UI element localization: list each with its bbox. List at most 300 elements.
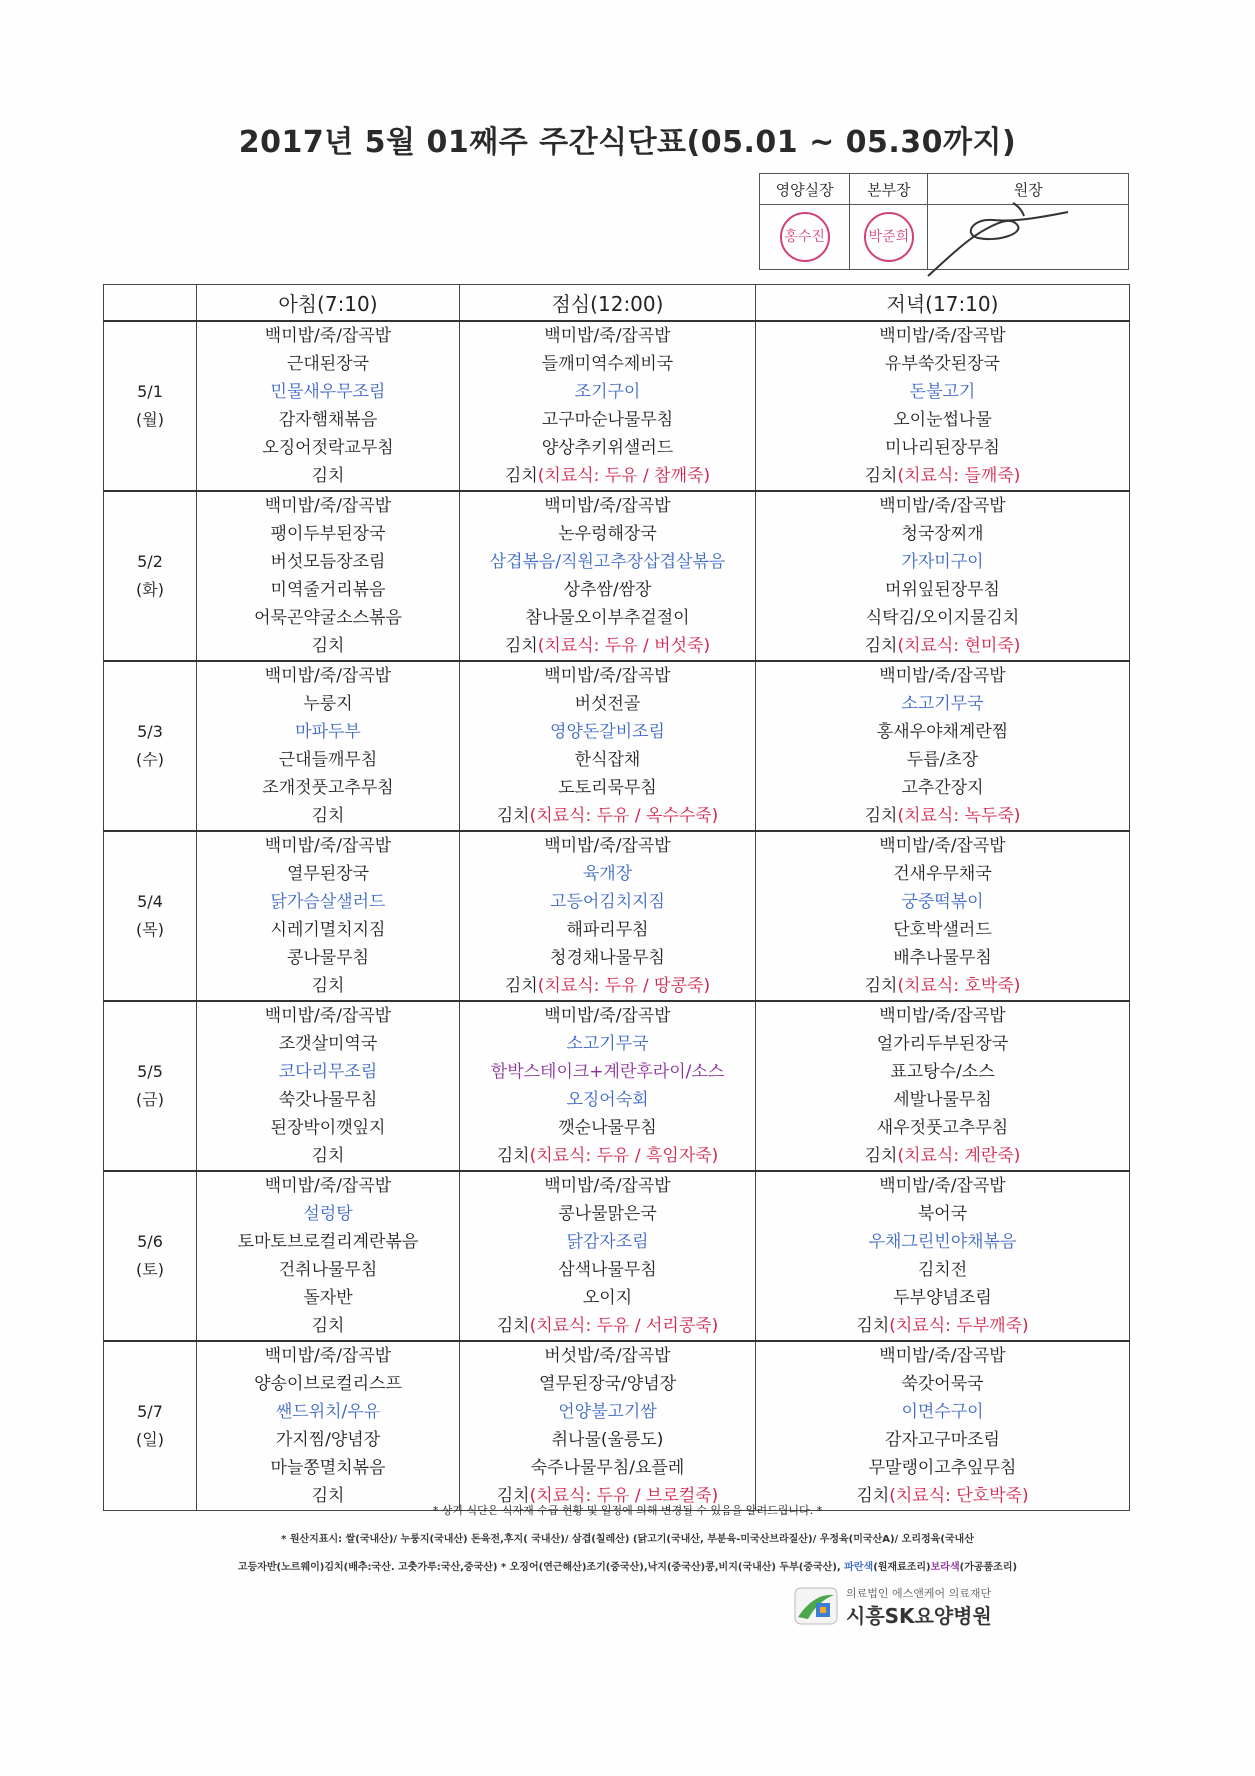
menu-item	[197, 1228, 459, 1256]
day-date: 5/1	[137, 382, 163, 401]
menu-item	[460, 1142, 755, 1170]
menu-item-label: 백미밥/죽/잡곡밥	[264, 496, 392, 516]
menu-item-label: 건취나물무침	[278, 1260, 378, 1280]
menu-item-label: 된장박이깻잎지	[270, 1118, 386, 1138]
menu-item	[197, 632, 459, 660]
menu-item-label: 유부쑥갓된장국	[885, 354, 1000, 374]
therapeutic-diet-note: (치료식: 두유 / 땅콩죽)	[537, 976, 711, 996]
lunch-cell	[460, 491, 756, 661]
menu-item-label: 김치	[504, 466, 538, 486]
therapeutic-diet-note: (치료식: 계란죽)	[897, 1146, 1021, 1166]
menu-item	[197, 832, 459, 860]
menu-item-label: 김치	[311, 636, 345, 656]
menu-item	[197, 1398, 459, 1426]
menu-item-label: 백미밥/죽/잡곡밥	[879, 666, 1006, 686]
menu-item-label: 소고기무국	[901, 694, 984, 714]
menu-item-label: 김치전	[917, 1260, 968, 1280]
menu-item-label: 단호박샐러드	[893, 920, 992, 940]
menu-item	[460, 1342, 755, 1370]
menu-item-label: 도토리묵무침	[558, 778, 657, 798]
menu-item-label: 언양불고기쌈	[558, 1402, 657, 1422]
menu-item-label: 쌘드위치/우유	[275, 1402, 381, 1422]
menu-item	[460, 520, 755, 548]
menu-item	[756, 916, 1129, 944]
lunch-cell	[460, 831, 756, 1001]
therapeutic-diet-note: (치료식: 단호박죽)	[889, 1486, 1029, 1506]
menu-item	[460, 1172, 755, 1200]
menu-item	[756, 1370, 1129, 1398]
menu-item-label: 미나리된장무침	[885, 438, 1000, 458]
day-weekday: (목)	[136, 920, 164, 939]
menu-item	[460, 1256, 755, 1284]
day-row	[104, 491, 1130, 661]
therapeutic-diet-note: (치료식: 현미죽)	[897, 636, 1021, 656]
menu-item-label: 들깨미역수제비국	[541, 354, 674, 374]
menu-item	[756, 746, 1129, 774]
menu-item	[460, 1454, 755, 1482]
origin-label-line1: * 원산지표시: 쌀(국내산)/ 누룽지(국내산) 돈육전,후지( 국내산)/ 삼겹(칠레산) (닭고기(국내산, 부분육-미국산브라질산)/ 우정육(미국산A)/ 오리정육(국내산	[281, 1534, 974, 1545]
dinner-cell	[756, 491, 1130, 661]
menu-item	[197, 1142, 459, 1170]
day-date: 5/5	[137, 1062, 163, 1081]
menu-item-label: 배추나물무침	[893, 948, 992, 968]
hospital-foundation: 의료법인 에스앤케어 의료재단	[846, 1587, 992, 1600]
menu-item	[197, 860, 459, 888]
seal-stamp-icon: 홍수진	[780, 212, 830, 262]
menu-item	[460, 1030, 755, 1058]
menu-item-label: 세발나물무침	[893, 1090, 992, 1110]
menu-item	[460, 632, 755, 660]
dinner-cell	[756, 1341, 1130, 1511]
menu-item-label: 김치	[864, 1146, 898, 1166]
menu-item	[197, 462, 459, 490]
menu-item-label: 식탁김/오이지물김치	[865, 608, 1020, 628]
menu-item-label: 해파리무침	[566, 920, 649, 940]
origin-legend-blue: 파란색	[844, 1562, 874, 1573]
menu-item-label: 취나물(울릉도)	[551, 1430, 664, 1450]
menu-item-label: 한식잡채	[574, 750, 641, 770]
lunch-header: 점심(12:00)	[460, 285, 756, 322]
menu-item	[756, 632, 1129, 660]
menu-item-label: 김치	[311, 806, 345, 826]
menu-item-label: 마파두부	[295, 722, 361, 742]
weekly-menu-table	[103, 284, 1130, 1511]
menu-item	[756, 1002, 1129, 1030]
day-date: 5/2	[137, 552, 163, 571]
therapeutic-diet-note: (치료식: 호박죽)	[897, 976, 1021, 996]
menu-item	[756, 492, 1129, 520]
menu-item-label: 양송이브로컬리스프	[254, 1374, 402, 1394]
menu-item-label: 궁중떡볶이	[901, 892, 984, 912]
dinner-cell	[756, 831, 1130, 1001]
menu-item	[460, 434, 755, 462]
menu-item-label: 백미밥/죽/잡곡밥	[264, 1006, 392, 1026]
day-column-header	[104, 285, 197, 322]
menu-item-label: 육개장	[582, 864, 633, 884]
menu-item-label: 김치	[496, 806, 530, 826]
day-row	[104, 831, 1130, 1001]
day-cell	[104, 831, 197, 1001]
menu-item	[460, 1200, 755, 1228]
menu-item-label: 오징어숙회	[566, 1090, 649, 1110]
menu-item	[756, 690, 1129, 718]
menu-item	[197, 604, 459, 632]
menu-item-label: 돌자반	[303, 1288, 353, 1308]
menu-item-label: 북어국	[917, 1204, 968, 1224]
menu-item-label: 어묵곤약굴소스볶음	[254, 608, 402, 628]
menu-item	[756, 1342, 1129, 1370]
menu-item-label: 백미밥/죽/잡곡밥	[544, 1176, 671, 1196]
day-date: 5/6	[137, 1232, 163, 1251]
menu-item-label: 건새우무채국	[893, 864, 992, 884]
menu-item	[197, 1086, 459, 1114]
change-notice: * 상기 식단은 식자재 수급 현황 및 일정에 의해 변경될 수 있음을 알려드립니다. *	[432, 1504, 823, 1517]
day-cell	[104, 1341, 197, 1511]
menu-item-label: 두릅/초장	[906, 750, 979, 770]
day-weekday: (금)	[136, 1090, 164, 1109]
menu-item-label: 미역줄거리볶음	[270, 580, 386, 600]
origin-legend-blue-desc: (원재료조리)	[873, 1562, 931, 1573]
menu-item	[460, 1086, 755, 1114]
menu-item-label: 김치	[856, 1316, 890, 1336]
menu-item-label: 백미밥/죽/잡곡밥	[879, 1006, 1006, 1026]
menu-item-label: 가자미구이	[901, 552, 984, 572]
menu-item	[756, 406, 1129, 434]
menu-item-label: 백미밥/죽/잡곡밥	[879, 1176, 1006, 1196]
menu-item-label: 김치	[496, 1486, 530, 1506]
menu-item-label: 김치	[311, 1486, 345, 1506]
menu-item-label: 백미밥/죽/잡곡밥	[879, 326, 1006, 346]
lunch-cell	[460, 1001, 756, 1171]
menu-item-label: 김치	[504, 636, 538, 656]
menu-item	[197, 520, 459, 548]
menu-item-label: 백미밥/죽/잡곡밥	[544, 326, 671, 346]
menu-item	[756, 888, 1129, 916]
menu-item	[756, 604, 1129, 632]
menu-item	[460, 492, 755, 520]
menu-item	[197, 434, 459, 462]
seal-stamp-icon: 박준희	[864, 212, 914, 262]
menu-item-label: 김치	[311, 976, 345, 996]
menu-item-label: 고추간장지	[901, 778, 984, 798]
menu-item-label: 조개젓풋고추무침	[262, 778, 394, 798]
menu-item-label: 김치	[864, 976, 898, 996]
menu-item	[197, 322, 459, 350]
menu-item	[197, 1312, 459, 1340]
hospital-logo-icon	[794, 1587, 838, 1625]
menu-item	[197, 1058, 459, 1086]
menu-item	[756, 1030, 1129, 1058]
day-weekday: (월)	[136, 410, 164, 429]
menu-item-label: 숙주나물무침/요플레	[530, 1458, 685, 1478]
menu-item	[197, 718, 459, 746]
menu-item	[460, 1398, 755, 1426]
menu-item-label: 두부양념조림	[893, 1288, 992, 1308]
menu-item-label: 김치	[311, 1316, 345, 1336]
menu-item-label: 깻순나물무침	[558, 1118, 657, 1138]
approval-box	[759, 173, 1129, 270]
menu-item	[756, 1398, 1129, 1426]
day-date: 5/3	[137, 722, 163, 741]
lunch-cell	[460, 661, 756, 831]
menu-item-label: 삼색나물무침	[558, 1260, 657, 1280]
therapeutic-diet-note: (치료식: 두유 / 버섯죽)	[537, 636, 711, 656]
day-cell	[104, 661, 197, 831]
menu-item-label: 백미밥/죽/잡곡밥	[879, 836, 1006, 856]
menu-item	[197, 1342, 459, 1370]
menu-item-label: 백미밥/죽/잡곡밥	[544, 1006, 671, 1026]
menu-item	[197, 492, 459, 520]
menu-item	[197, 1030, 459, 1058]
menu-item	[197, 690, 459, 718]
dinner-cell	[756, 1171, 1130, 1341]
menu-item	[460, 944, 755, 972]
menu-item-label: 소고기무국	[566, 1034, 649, 1054]
menu-item	[197, 1256, 459, 1284]
menu-item	[756, 774, 1129, 802]
menu-item-label: 열무된장국/양념장	[538, 1374, 677, 1394]
menu-item	[197, 746, 459, 774]
menu-item	[756, 576, 1129, 604]
menu-item-label: 김치	[311, 1146, 345, 1166]
page-title: 2017년 5월 01째주 주간식단표(05.01 ~ 05.30까지)	[238, 125, 1017, 160]
menu-item	[756, 350, 1129, 378]
menu-item	[197, 1172, 459, 1200]
menu-item-label: 백미밥/죽/잡곡밥	[544, 836, 671, 856]
menu-item	[756, 462, 1129, 490]
menu-item-label: 돈불고기	[909, 382, 976, 402]
menu-item	[460, 860, 755, 888]
dinner-cell	[756, 321, 1130, 491]
day-row	[104, 1341, 1130, 1511]
day-row	[104, 321, 1130, 491]
lunch-cell	[460, 1171, 756, 1341]
origin-label-line2	[0, 1558, 1255, 1573]
day-cell	[104, 1171, 197, 1341]
menu-item	[460, 718, 755, 746]
menu-item	[756, 1312, 1129, 1340]
menu-item-label: 오이지	[582, 1288, 633, 1308]
menu-item-label: 표고탕수/소스	[890, 1062, 995, 1082]
menu-item-label: 백미밥/죽/잡곡밥	[264, 1176, 392, 1196]
origin-legend-purple-desc: (가공품조리)	[959, 1562, 1018, 1573]
menu-item-label: 조기구이	[574, 382, 641, 402]
therapeutic-diet-note: (치료식: 녹두죽)	[897, 806, 1021, 826]
menu-item-label: 홍새우야채계란찜	[876, 722, 1009, 742]
menu-item	[460, 972, 755, 1000]
menu-item-label: 오이눈썹나물	[893, 410, 992, 430]
menu-item-label: 마늘쫑멸치볶음	[270, 1458, 386, 1478]
day-weekday: (토)	[136, 1260, 164, 1279]
lunch-cell	[460, 1341, 756, 1511]
menu-item	[460, 662, 755, 690]
menu-item-label: 닭가슴살샐러드	[270, 892, 386, 912]
menu-item	[460, 378, 755, 406]
menu-item-label: 머위잎된장무침	[885, 580, 1000, 600]
dinner-cell	[756, 661, 1130, 831]
menu-item	[197, 1200, 459, 1228]
therapeutic-diet-note: (치료식: 두부깨죽)	[889, 1316, 1029, 1336]
menu-item	[460, 774, 755, 802]
menu-item	[460, 548, 755, 576]
menu-item	[756, 802, 1129, 830]
day-cell	[104, 491, 197, 661]
menu-item-label: 청경채나물무침	[550, 948, 665, 968]
breakfast-cell	[197, 491, 460, 661]
approval-header-head: 원장	[928, 174, 1129, 205]
menu-item-label: 쑥갓어묵국	[901, 1374, 984, 1394]
menu-item-label: 새우젓풋고추무침	[876, 1118, 1009, 1138]
menu-item	[197, 1454, 459, 1482]
menu-item-label: 콩나물맑은국	[558, 1204, 657, 1224]
menu-item	[756, 1454, 1129, 1482]
menu-item	[756, 662, 1129, 690]
menu-item	[756, 972, 1129, 1000]
menu-item	[756, 832, 1129, 860]
menu-item-label: 쑥갓나물무침	[278, 1090, 378, 1110]
menu-item-label: 닭감자조림	[566, 1232, 649, 1252]
menu-item	[197, 1370, 459, 1398]
menu-item-label: 팽이두부된장국	[270, 524, 386, 544]
day-row	[104, 661, 1130, 831]
menu-item	[460, 462, 755, 490]
menu-item-label: 논우렁해장국	[558, 524, 657, 544]
therapeutic-diet-note: (치료식: 두유 / 참깨죽)	[537, 466, 711, 486]
menu-item	[756, 718, 1129, 746]
menu-item-label: 김치	[496, 1316, 530, 1336]
menu-item-label: 얼가리두부된장국	[876, 1034, 1009, 1054]
menu-item-label: 민물새우무조림	[270, 382, 386, 402]
menu-item	[197, 1284, 459, 1312]
menu-item-label: 버섯모듬장조림	[270, 552, 386, 572]
menu-item-label: 백미밥/죽/잡곡밥	[544, 496, 671, 516]
menu-item-label: 영양돈갈비조림	[550, 722, 665, 742]
menu-item	[197, 1426, 459, 1454]
menu-item-label: 시레기멸치지짐	[270, 920, 386, 940]
menu-item	[756, 1114, 1129, 1142]
menu-item-label: 백미밥/죽/잡곡밥	[879, 496, 1006, 516]
menu-item-label: 조갯살미역국	[278, 1034, 378, 1054]
therapeutic-diet-note: (치료식: 들깨죽)	[897, 466, 1021, 486]
menu-item	[460, 1114, 755, 1142]
menu-item-label: 상추쌈/쌈장	[563, 580, 652, 600]
menu-item-label: 감자고구마조림	[885, 1430, 1000, 1450]
menu-item	[460, 1312, 755, 1340]
menu-item	[197, 802, 459, 830]
menu-item	[756, 1086, 1129, 1114]
menu-item	[756, 1200, 1129, 1228]
menu-item-label: 고등어김치지짐	[550, 892, 665, 912]
menu-item	[460, 604, 755, 632]
therapeutic-diet-note: (치료식: 두유 / 옥수수죽)	[529, 806, 719, 826]
menu-item	[460, 746, 755, 774]
menu-item-label: 누룽지	[303, 694, 353, 714]
menu-item-label: 이면수구이	[901, 1402, 984, 1422]
menu-item	[197, 944, 459, 972]
menu-item-label: 김치	[496, 1146, 530, 1166]
menu-item-label: 백미밥/죽/잡곡밥	[264, 1346, 392, 1366]
menu-item-label: 참나물오이부추겉절이	[525, 608, 690, 628]
day-date: 5/4	[137, 892, 163, 911]
menu-item	[197, 662, 459, 690]
menu-item	[197, 972, 459, 1000]
menu-item	[460, 350, 755, 378]
menu-item-label: 근대된장국	[286, 354, 370, 374]
breakfast-cell	[197, 1341, 460, 1511]
menu-item-label: 토마토브로컬리계란볶음	[237, 1232, 419, 1252]
origin-text: 고등자반(노르웨이)김치(배추:국산. 고춧가루:국산,중국산) * 오징어(연근해산)조기(중국산),낙지(중국산)콩,비지(국내산) 두부(중국산),	[237, 1562, 845, 1573]
menu-item	[197, 774, 459, 802]
menu-item-label: 김치	[864, 466, 898, 486]
menu-item	[460, 916, 755, 944]
menu-item	[197, 888, 459, 916]
menu-item	[460, 1370, 755, 1398]
day-row	[104, 1001, 1130, 1171]
day-weekday: (수)	[136, 750, 164, 769]
menu-item-label: 김치	[864, 806, 898, 826]
breakfast-cell	[197, 321, 460, 491]
menu-item-label: 가지찜/양념장	[275, 1430, 381, 1450]
menu-item	[756, 1426, 1129, 1454]
menu-item	[460, 576, 755, 604]
hospital-name: 시흥SK요양병원	[846, 1604, 992, 1628]
menu-item	[460, 888, 755, 916]
menu-item	[460, 1228, 755, 1256]
menu-item-label: 우채그린빈야채볶음	[868, 1232, 1017, 1252]
menu-item	[460, 1426, 755, 1454]
menu-item	[756, 1058, 1129, 1086]
menu-item	[197, 916, 459, 944]
menu-item	[460, 690, 755, 718]
menu-item-label: 백미밥/죽/잡곡밥	[264, 836, 392, 856]
therapeutic-diet-note: (치료식: 두유 / 브로컬죽)	[529, 1486, 719, 1506]
menu-item-label: 김치	[311, 466, 345, 486]
day-row	[104, 1171, 1130, 1341]
approval-header-nutrition: 영양실장	[760, 174, 850, 205]
menu-item-label: 백미밥/죽/잡곡밥	[879, 1346, 1006, 1366]
menu-item-label: 코다리무조림	[278, 1062, 378, 1082]
menu-item	[197, 1114, 459, 1142]
day-cell	[104, 321, 197, 491]
menu-item-label: 열무된장국	[286, 864, 370, 884]
menu-item-label: 근대들깨무침	[278, 750, 378, 770]
menu-item	[756, 434, 1129, 462]
menu-item-label: 김치	[856, 1486, 890, 1506]
breakfast-cell	[197, 1171, 460, 1341]
day-weekday: (화)	[136, 580, 164, 599]
menu-item	[460, 322, 755, 350]
menu-item	[197, 350, 459, 378]
day-date: 5/7	[137, 1402, 163, 1421]
menu-item	[460, 1284, 755, 1312]
lunch-cell	[460, 321, 756, 491]
breakfast-header: 아침(7:10)	[197, 285, 460, 322]
menu-item-label: 오징어젓락교무침	[262, 438, 394, 458]
menu-item-label: 삼겹볶음/직원고추장삽겹살볶음	[489, 552, 726, 572]
approval-header-director: 본부장	[850, 174, 928, 205]
menu-item-label: 콩나물무침	[286, 948, 370, 968]
menu-item-label: 고구마순나물무침	[541, 410, 674, 430]
menu-item	[197, 378, 459, 406]
menu-item-label: 무말랭이고추잎무침	[868, 1458, 1017, 1478]
menu-item	[756, 322, 1129, 350]
menu-item	[197, 1002, 459, 1030]
menu-item	[756, 1228, 1129, 1256]
menu-item	[756, 1284, 1129, 1312]
menu-item-label: 함박스테이크+계란후라이/소스	[490, 1062, 725, 1082]
therapeutic-diet-note: (치료식: 두유 / 서리콩죽)	[529, 1316, 719, 1336]
menu-item	[460, 802, 755, 830]
